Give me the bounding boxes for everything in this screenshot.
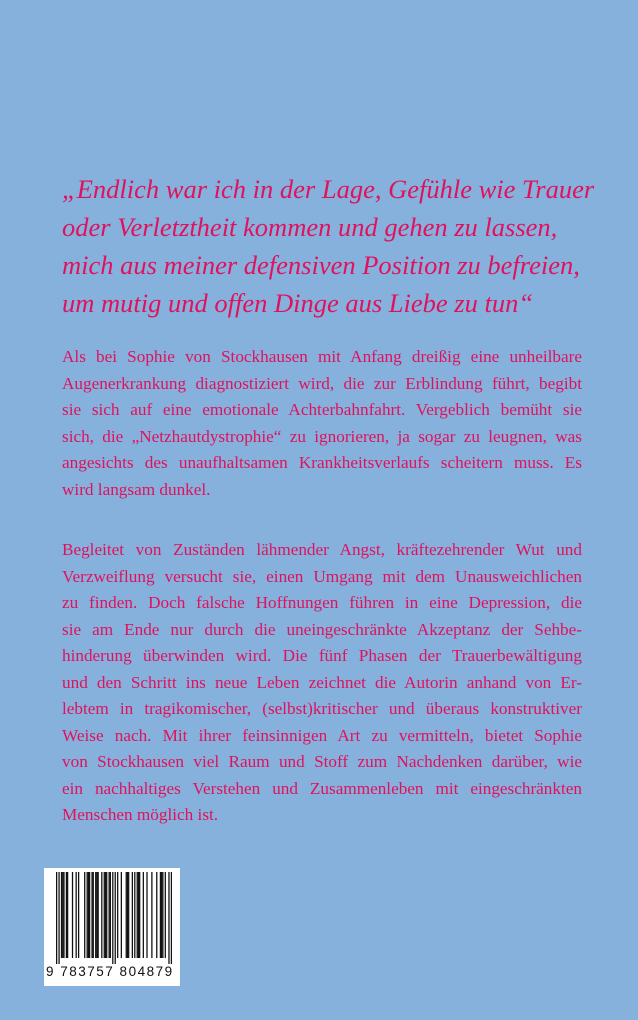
barcode-bar — [109, 872, 110, 958]
barcode-bar — [72, 872, 73, 958]
barcode-bar — [139, 872, 140, 958]
barcode-bar — [128, 872, 129, 958]
barcode-bar — [137, 872, 138, 958]
barcode-bar — [168, 872, 169, 964]
text-line: sie sich auf eine emotionale Achterbahnfahrt. Vergeblich bemüht sie — [62, 400, 582, 419]
barcode-bar — [76, 872, 77, 958]
barcode-bar — [132, 872, 133, 958]
barcode-bar — [171, 872, 172, 964]
barcode-bar — [112, 872, 113, 964]
text-line: sie am Ende nur durch die uneingeschränkte Akzeptanz der Sehbe- — [62, 619, 582, 639]
quote-line: um mutig und offen Dinge aus Liebe zu tun“ — [62, 288, 534, 318]
barcode-bar — [58, 872, 59, 964]
barcode-bar — [106, 872, 107, 958]
text-line: ein nachhaltiges Verstehen und Zusammenleben mit eingeschränkten — [62, 778, 582, 798]
text-line: angesichts des unaufhaltsamen Krankheitsverlaufs scheitern muss. Es — [62, 453, 582, 472]
barcode-bar — [61, 872, 62, 958]
barcode-bar — [63, 872, 64, 958]
barcode-bar — [91, 872, 92, 958]
isbn-number: 9 783757 804879 — [46, 964, 174, 979]
barcode-bar — [138, 872, 139, 958]
text-line: von Stockhausen viel Raum und Stoff zum Nachdenken darüber, wie — [62, 752, 582, 771]
text-line: hinderung überwinden wird. Die fünf Phasen der Trauerbewältigung — [62, 646, 582, 665]
quote-line: mich aus meiner defensiven Position zu befreien, — [62, 250, 580, 280]
barcode-bar — [126, 872, 127, 958]
text-line: lebtem in tragikomischer, (selbst)kritischer und überaus konstruktiver — [62, 699, 582, 718]
barcode-bar — [121, 872, 122, 958]
back-cover-quote — [62, 170, 595, 322]
text-line: Begleitet von Zuständen lähmender Angst, kräftezehrender Wut und — [62, 540, 582, 559]
text-line: wird langsam dunkel. — [62, 479, 211, 499]
barcode-bar — [88, 872, 89, 958]
quote-line: oder Verletztheit kommen und gehen zu lassen, — [62, 212, 558, 242]
barcode-bar — [161, 872, 162, 958]
barcode-bar — [105, 872, 106, 958]
blurb-paragraph-2 — [62, 537, 582, 829]
text-line: Menschen möglich ist. — [62, 805, 219, 824]
text-line: Verzweiflung versucht sie, einen Umgang mit dem Unausweichlichen — [62, 566, 582, 586]
text-line: und den Schritt ins neue Leben zeichnet die Autorin anhand von Er- — [62, 672, 582, 692]
barcode-bar — [165, 872, 166, 958]
barcode-bar — [162, 872, 163, 958]
barcode-bar — [67, 872, 68, 958]
text-line: sich, die „Netzhautdystrophie“ zu ignorieren, ja sogar zu leugnen, was — [62, 426, 582, 446]
barcode-bar — [93, 872, 94, 958]
isbn-barcode — [44, 868, 180, 986]
barcode-bar — [117, 872, 118, 958]
barcode-bar — [104, 872, 105, 958]
barcode-bar — [78, 872, 79, 958]
barcode-icon — [56, 872, 172, 964]
text-line: Als bei Sophie von Stockhausen mit Anfang dreißig eine unheilbare — [62, 347, 582, 366]
barcode-bar — [89, 872, 90, 958]
barcode-bar — [151, 872, 152, 958]
barcode-bar — [115, 872, 116, 964]
quote-line: „Endlich war ich in der Lage, Gefühle wie Trauer — [62, 174, 595, 204]
barcode-bar — [101, 872, 102, 958]
barcode-bar — [146, 872, 147, 958]
barcode-bar — [134, 872, 135, 958]
barcode-bar — [156, 872, 157, 958]
barcode-bar — [56, 872, 57, 964]
barcode-bar — [98, 872, 99, 958]
barcode-bar — [66, 872, 67, 958]
barcode-bar — [87, 872, 88, 958]
text-line: Augenerkrankung diagnostiziert wird, die zur Erblindung führt, begibt — [62, 373, 582, 393]
barcode-bar — [84, 872, 85, 958]
barcode-bar — [62, 872, 63, 958]
barcode-bar — [95, 872, 96, 958]
barcode-bar — [160, 872, 161, 958]
text-line: Weise nach. Mit ihrer feinsinnigen Art zu vermitteln, bietet Sophie — [62, 725, 582, 745]
barcode-bar — [143, 872, 144, 958]
blurb-paragraph-1 — [62, 344, 582, 503]
barcode-bar — [110, 872, 111, 958]
text-line: zu finden. Doch falsche Hoffnungen führen in eine Depression, die — [62, 593, 582, 612]
barcode-bar — [127, 872, 128, 958]
barcode-bar — [96, 872, 97, 958]
